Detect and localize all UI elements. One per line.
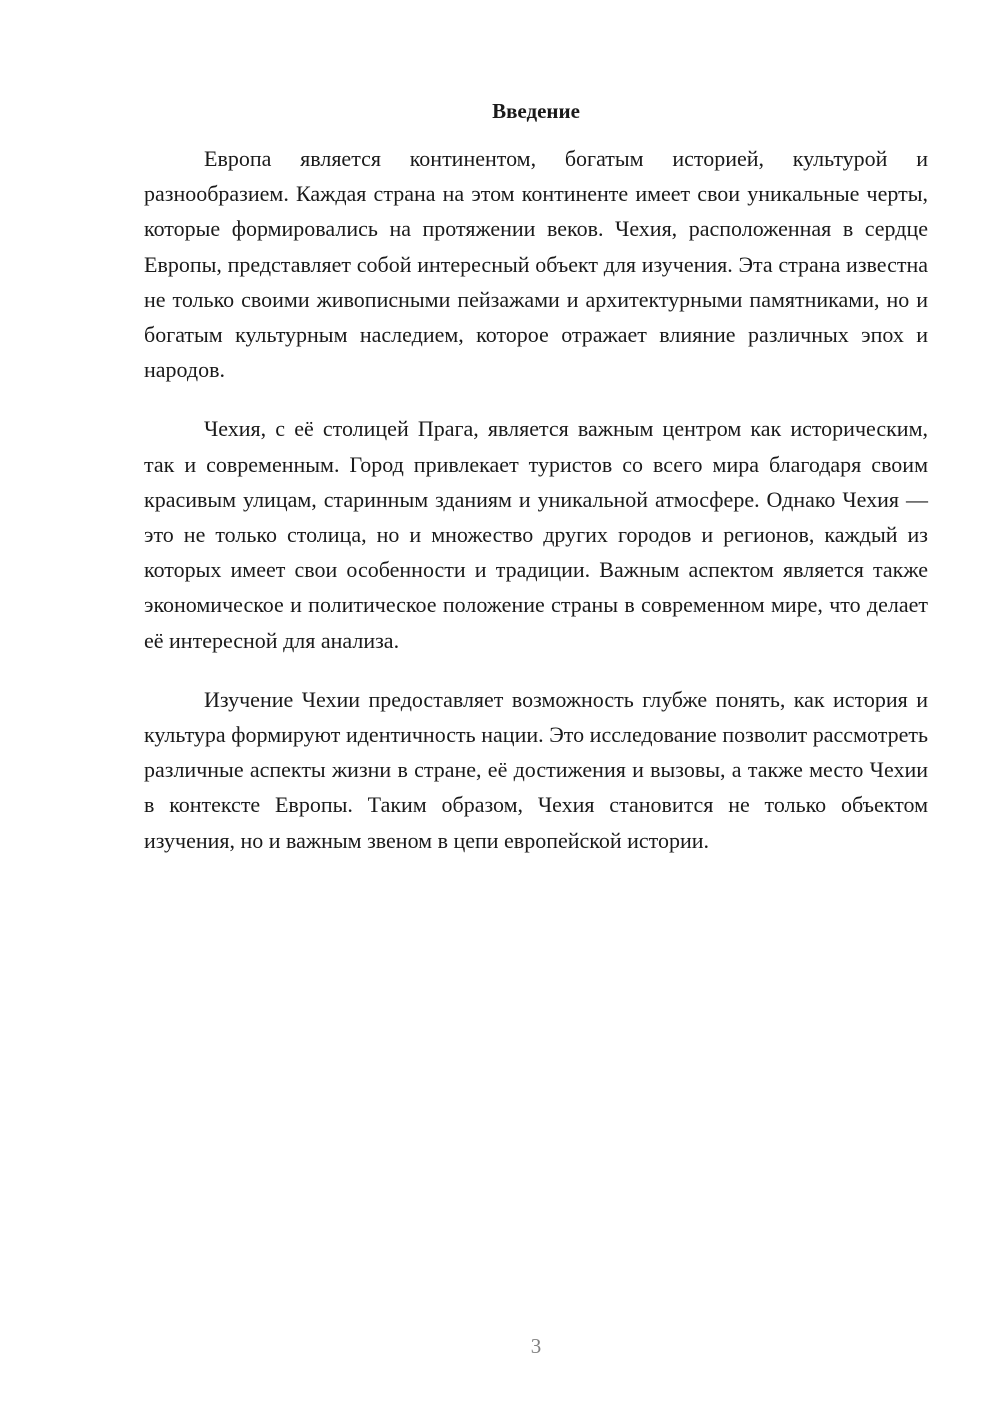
section-heading: Введение bbox=[492, 99, 580, 123]
paragraph-3: Изучение Чехии предоставляет возможность глубже понять, как история и культура формируют идентичность нации. Это исследование позволит рассмотреть различные аспекты жизни в стране, её достижения и вызовы, а также место Чехии в контексте Европы. Таким образом, Чехия становится не только объектом изучения, но и важным звеном в цепи европейской истории. bbox=[144, 686, 928, 853]
page-number: 3 bbox=[530, 1334, 542, 1358]
page-content bbox=[144, 94, 928, 882]
paragraph-1: Европа является континентом, богатым историей, культурой и разнообразием. Каждая страна на этом континенте имеет свои уникальные черты, которые формировались на протяжении веков. Чехия, расположенная в сердце Европы, представляет собой интересный объект для изучения. Эта страна известна не только своими живописными пейзажами и архитектурными памятниками, но и богатым культурным наследием, которое отражает влияние различных эпох и народов. bbox=[144, 146, 928, 383]
paragraph-2: Чехия, с её столицей Прага, является важным центром как историческим, так и современным. Город привлекает туристов со всего мира благодаря своим красивым улицам, старинным зданиям и уникальной атмосфере. Однако Чехия — это не только столица, но и множество других городов и регионов, каждый из которых имеет свои особенности и традиции. Важным аспектом является также экономическое и политическое положение страны в современном мире, что делает её интересной для анализа. bbox=[144, 416, 928, 653]
